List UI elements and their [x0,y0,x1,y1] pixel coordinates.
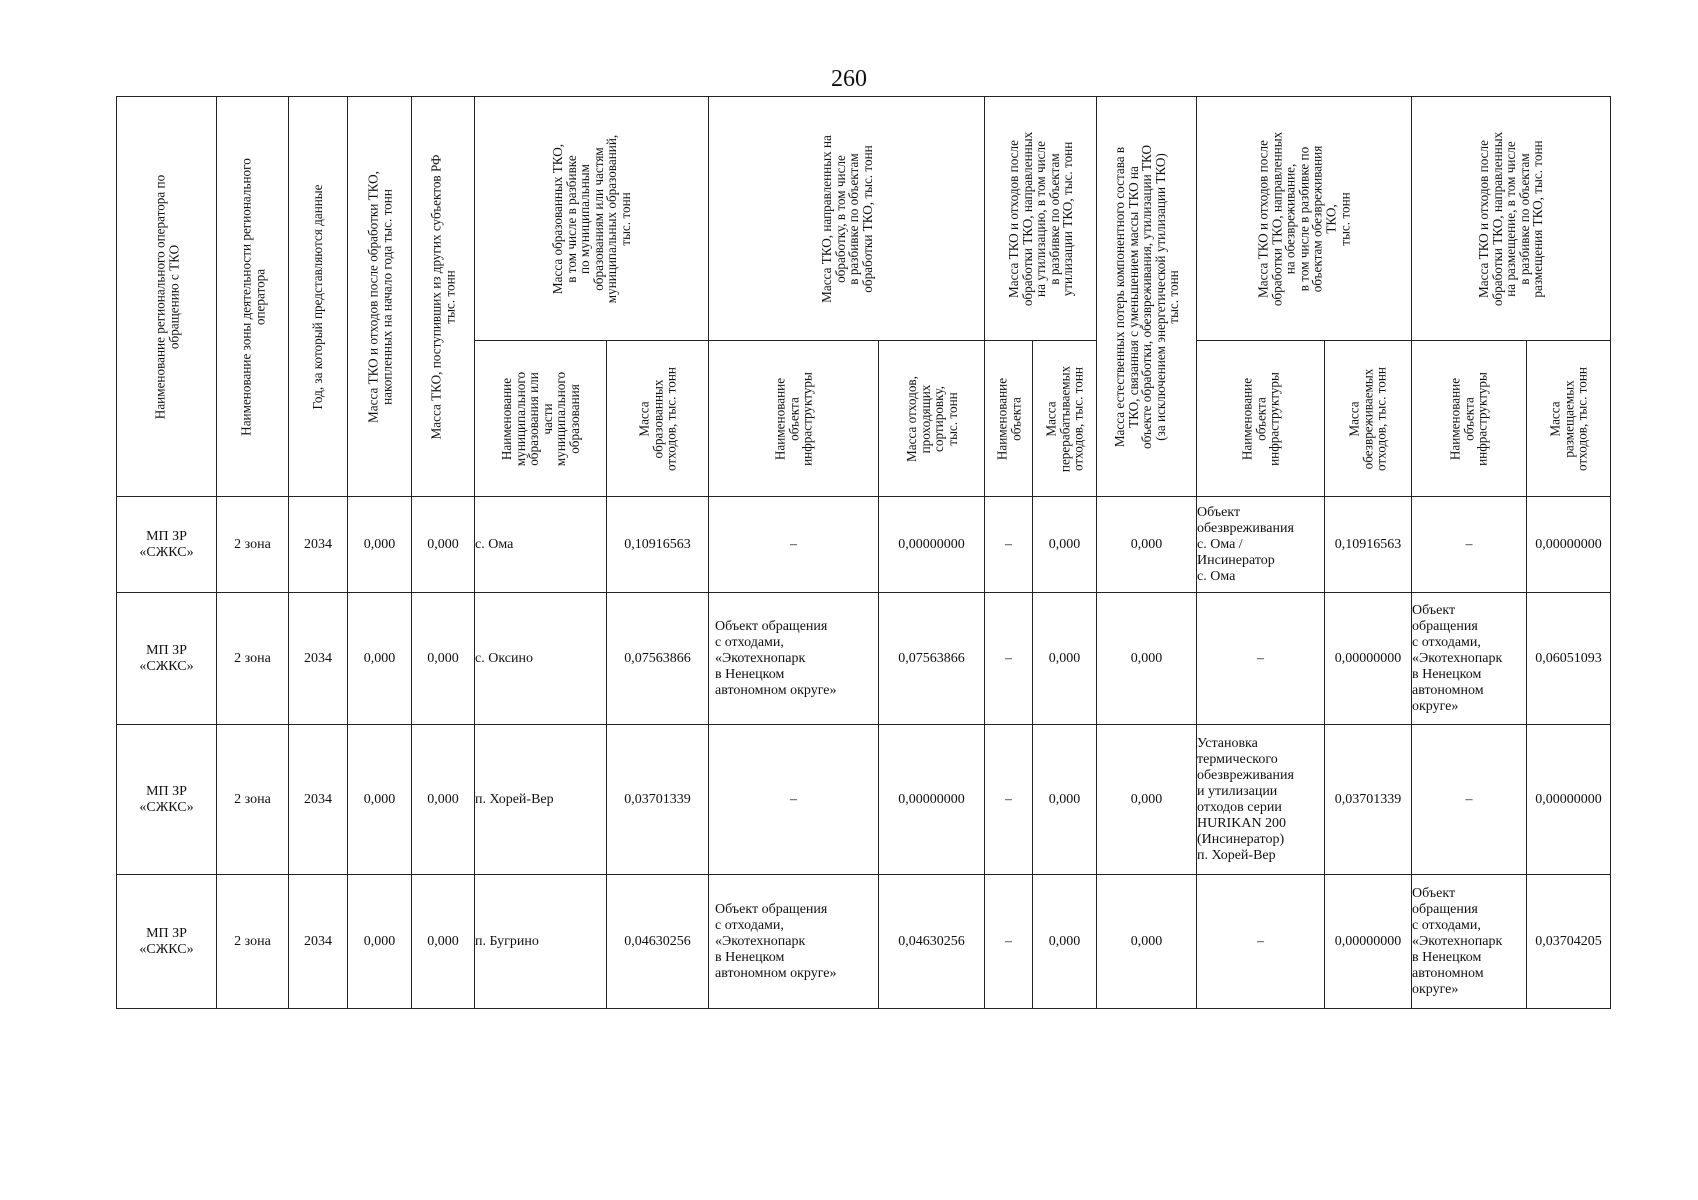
neutralization-object-cell: – [1197,875,1325,1009]
year-cell: 2034 [289,593,348,725]
header-processing-mass: Масса отходов, проходящих сортировку, тыс. тонн [879,341,985,497]
header-neutralization-group: Масса ТКО и отходов после обработки ТКО, направленных на обезвреживание, в том числе в разбивке по объектам обезвреживания ТКО, тыс. тонн [1197,97,1412,341]
operator-cell: МП ЗР «СЖКС» [117,725,217,875]
neutralization-mass-cell: 0,10916563 [1325,497,1412,593]
placement-mass-cell: 0,03704205 [1527,875,1611,1009]
zone-cell: 2 зона [217,875,289,1009]
header-placement-group: Масса ТКО и отходов после обработки ТКО, направленных на размещение, в том числе в разбивке по объектам размещения ТКО, тыс. тонн [1412,97,1611,341]
neutralization-mass-cell: 0,03701339 [1325,725,1412,875]
received-cell: 0,000 [412,725,475,875]
header-neutralization-name: Наименование объекта инфраструктуры [1197,341,1325,497]
losses-cell: 0,000 [1097,497,1197,593]
table-row [117,875,1611,1009]
processing-object-cell: Объект обращения с отходами, «Экотехнопарк в Ненецком автономном округе» [709,875,879,1009]
operator-cell: МП ЗР «СЖКС» [117,593,217,725]
processing-mass-cell: 0,00000000 [879,497,985,593]
neutralization-object-cell: – [1197,593,1325,725]
header-placement-mass: Масса размещаемых отходов, тыс. тонн [1527,341,1611,497]
received-cell: 0,000 [412,497,475,593]
neutralization-mass-cell: 0,00000000 [1325,875,1412,1009]
municipality-cell: п. Хорей-Вер [475,725,607,875]
accumulated-cell: 0,000 [348,725,412,875]
received-cell: 0,000 [412,875,475,1009]
neutralization-object-cell: Объект обезвреживания с. Ома / Инсинератор с. Ома [1197,497,1325,593]
header-neutralization-mass: Масса обезвреживаемых отходов, тыс. тонн [1325,341,1412,497]
header-utilization-mass: Масса перерабатываемых отходов, тыс. тонн [1033,341,1097,497]
generated-mass-cell: 0,03701339 [607,725,709,875]
accumulated-cell: 0,000 [348,593,412,725]
utilization-object-cell: – [985,593,1033,725]
header-utilization-group: Масса ТКО и отходов после обработки ТКО, направленных на утилизацию, в том числе в разбивке по объектам утилизации ТКО, тыс. тонн [985,97,1097,341]
placement-mass-cell: 0,06051093 [1527,593,1611,725]
generated-mass-cell: 0,04630256 [607,875,709,1009]
processing-object-cell: Объект обращения с отходами, «Экотехнопарк в Ненецком автономном округе» [709,593,879,725]
header-zone: Наименование зоны деятельности регионального оператора [217,97,289,497]
processing-mass-cell: 0,07563866 [879,593,985,725]
processing-mass-cell: 0,04630256 [879,875,985,1009]
utilization-mass-cell: 0,000 [1033,497,1097,593]
zone-cell: 2 зона [217,593,289,725]
header-utilization-name: Наименование объекта [985,341,1033,497]
processing-object-cell: – [709,497,879,593]
header-received: Масса ТКО, поступивших из других субъектов РФ тыс. тонн [412,97,475,497]
year-cell: 2034 [289,725,348,875]
losses-cell: 0,000 [1097,593,1197,725]
losses-cell: 0,000 [1097,875,1197,1009]
neutralization-object-cell: Установка термического обезвреживания и утилизации отходов серии HURIKAN 200 (Инсинератор) п. Хорей-Вер [1197,725,1325,875]
generated-mass-cell: 0,10916563 [607,497,709,593]
received-cell: 0,000 [412,593,475,725]
utilization-object-cell: – [985,725,1033,875]
municipality-cell: п. Бугрино [475,875,607,1009]
utilization-mass-cell: 0,000 [1033,593,1097,725]
header-placement-name: Наименование объекта инфраструктуры [1412,341,1527,497]
utilization-object-cell: – [985,497,1033,593]
placement-mass-cell: 0,00000000 [1527,725,1611,875]
placement-object-cell: Объект обращения с отходами, «Экотехнопарк в Ненецком автономном округе» [1412,593,1527,725]
utilization-mass-cell: 0,000 [1033,725,1097,875]
accumulated-cell: 0,000 [348,497,412,593]
header-generated-group: Масса образованных ТКО, в том числе в разбивке по муниципальным образованиям или частям муниципальных образований, тыс. тонн [475,97,709,341]
header-year: Год, за который представляются данные [289,97,348,497]
operator-cell: МП ЗР «СЖКС» [117,497,217,593]
placement-mass-cell: 0,00000000 [1527,497,1611,593]
header-row-top [117,97,1611,341]
utilization-object-cell: – [985,875,1033,1009]
placement-object-cell: Объект обращения с отходами, «Экотехнопарк в Ненецком автономном округе» [1412,875,1527,1009]
header-accumulated: Масса ТКО и отходов после обработки ТКО, накопленных на начало года тыс. тонн [348,97,412,497]
header-processing-name: Наименование объекта инфраструктуры [709,341,879,497]
processing-object-cell: – [709,725,879,875]
placement-object-cell: – [1412,497,1527,593]
header-generated-mass: Масса образованных отходов, тыс. тонн [607,341,709,497]
table-row [117,725,1611,875]
placement-object-cell: – [1412,725,1527,875]
header-generated-name: Наименование муниципального образования или части муниципального образования [475,341,607,497]
zone-cell: 2 зона [217,497,289,593]
generated-mass-cell: 0,07563866 [607,593,709,725]
year-cell: 2034 [289,875,348,1009]
header-losses: Масса естественных потерь компонентного состава в ТКО, связанная с уменьшением массы ТКО на объекте обработки, обезвреживания, утилизации ТКО (за исключением энергетической утилизации ТКО) тыс. тонн [1097,97,1197,497]
waste-table [116,96,1611,1009]
page-number: 260 [831,66,867,92]
losses-cell: 0,000 [1097,725,1197,875]
utilization-mass-cell: 0,000 [1033,875,1097,1009]
operator-cell: МП ЗР «СЖКС» [117,875,217,1009]
header-processing-group: Масса ТКО, направленных на обработку, в том числе в разбивке по объектам обработки ТКО, тыс. тонн [709,97,985,341]
header-operator: Наименование регионального оператора по обращению с ТКО [117,97,217,497]
table-row [117,497,1611,593]
municipality-cell: с. Оксино [475,593,607,725]
zone-cell: 2 зона [217,725,289,875]
year-cell: 2034 [289,497,348,593]
accumulated-cell: 0,000 [348,875,412,1009]
neutralization-mass-cell: 0,00000000 [1325,593,1412,725]
table-row [117,593,1611,725]
municipality-cell: с. Ома [475,497,607,593]
processing-mass-cell: 0,00000000 [879,725,985,875]
